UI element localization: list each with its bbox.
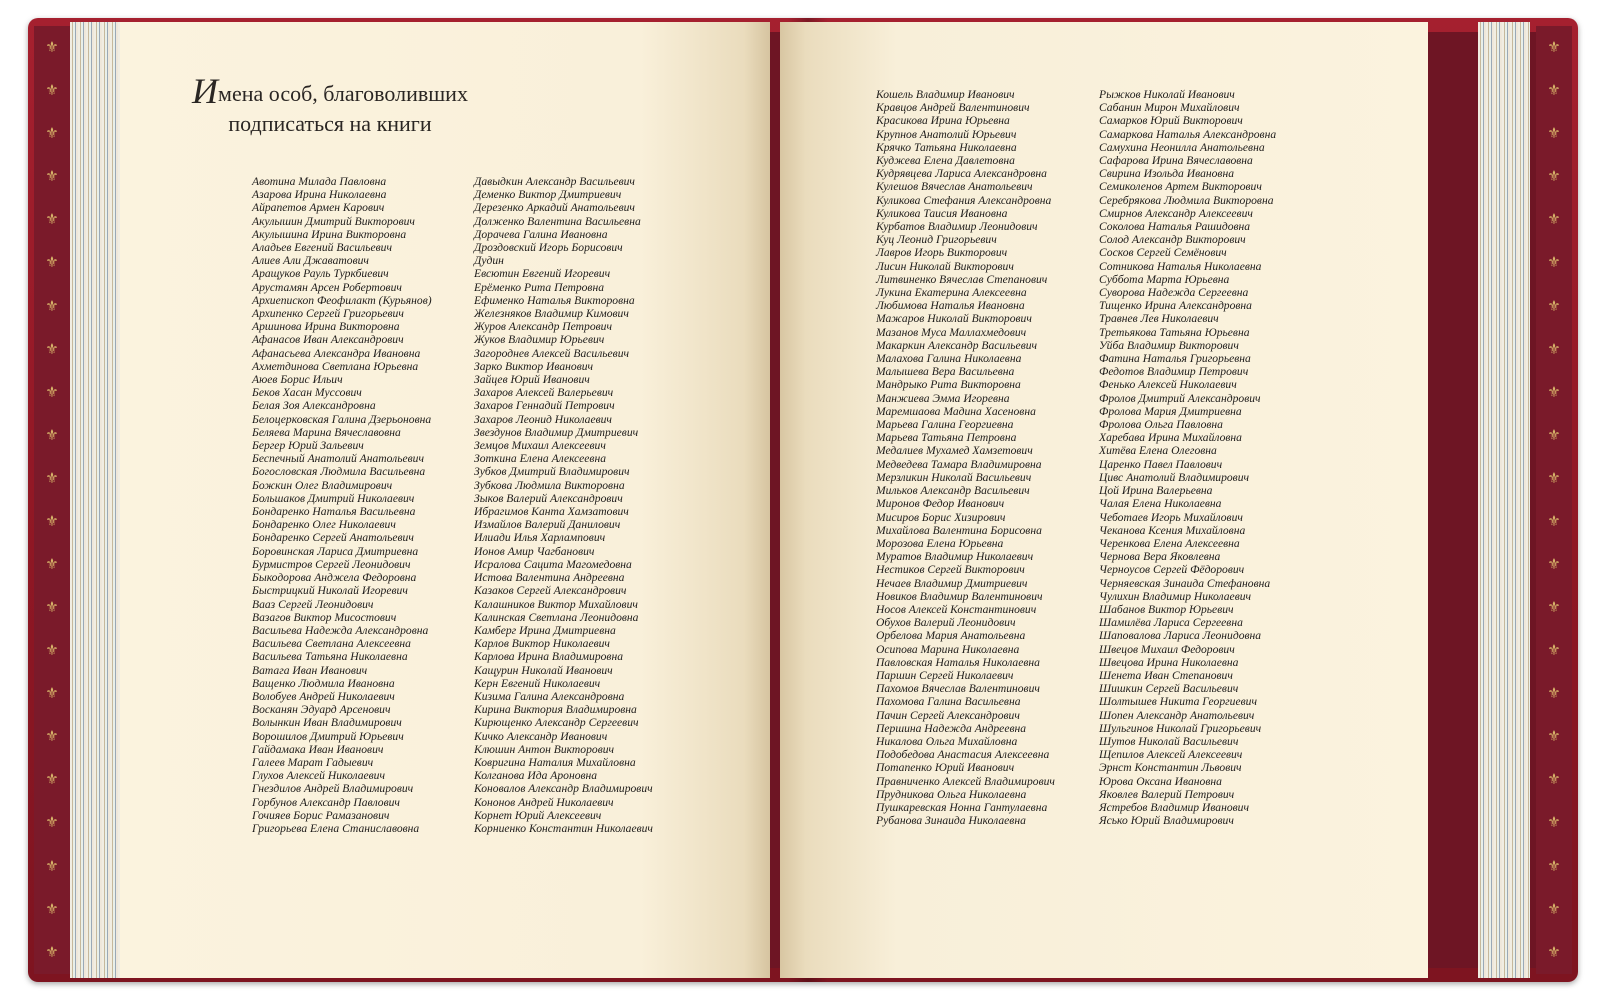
subscriber-name: Муратов Владимир Николаевич bbox=[876, 550, 1034, 564]
fleur-de-lis-icon: ⚜ bbox=[1547, 813, 1561, 832]
subscriber-name: Алиев Али Джаватович bbox=[252, 254, 369, 268]
title-initial: И bbox=[192, 71, 219, 111]
subscriber-name: Швецов Михаил Федорович bbox=[1099, 642, 1235, 656]
subscriber-name: Азарова Ирина Николаевна bbox=[252, 188, 387, 202]
subscriber-name: Куликова Таисия Ивановна bbox=[876, 206, 1008, 220]
subscriber-name: Смирнов Александр Алексеевич bbox=[1099, 206, 1253, 220]
subscriber-name: Волобуев Андрей Николаевич bbox=[252, 689, 395, 703]
subscriber-name: Измайлов Валерий Данилович bbox=[474, 518, 621, 532]
fleur-de-lis-icon: ⚜ bbox=[1547, 641, 1561, 660]
subscriber-name: Большаков Дмитрий Николаевич bbox=[252, 491, 415, 505]
subscriber-name: Кошель Владимир Иванович bbox=[876, 88, 1015, 101]
subscriber-name: Рыжков Николай Иванович bbox=[1099, 88, 1235, 101]
fleur-de-lis-icon: ⚜ bbox=[45, 727, 59, 746]
subscriber-name: Зарко Виктор Иванович bbox=[474, 359, 594, 373]
fleur-de-lis-icon: ⚜ bbox=[45, 425, 59, 444]
subscriber-name: Фенько Алексей Николаевич bbox=[1099, 378, 1237, 392]
fleur-de-lis-icon: ⚜ bbox=[45, 554, 59, 573]
subscriber-name: Самухина Неонилла Анатольевна bbox=[1099, 140, 1265, 154]
subscriber-name: Восканян Эдуард Арсенович bbox=[252, 703, 391, 717]
subscriber-name: Аршинова Ирина Викторовна bbox=[252, 320, 400, 334]
subscriber-name: Носов Алексей Константинович bbox=[876, 602, 1037, 616]
subscriber-name: Морозова Елена Юрьевна bbox=[876, 536, 1004, 550]
fleur-de-lis-icon: ⚜ bbox=[45, 210, 59, 229]
fleur-de-lis-icon: ⚜ bbox=[1547, 468, 1561, 487]
subscriber-name: Мисиров Борис Хизирович bbox=[876, 510, 1006, 524]
fleur-de-lis-icon: ⚜ bbox=[1547, 210, 1561, 229]
subscriber-name: Шамилёва Лариса Сергеевна bbox=[1099, 616, 1243, 630]
subscriber-name: Медведева Тамара Владимировна bbox=[876, 457, 1042, 471]
subscriber-name: Мажаров Николай Викторович bbox=[876, 312, 1032, 326]
subscriber-name: Мандрыко Рита Викторовна bbox=[876, 378, 1021, 392]
subscriber-name: Ибрагимов Канта Хамзатович bbox=[474, 505, 629, 519]
fleur-de-lis-icon: ⚜ bbox=[45, 81, 59, 100]
fleur-de-lis-icon: ⚜ bbox=[1547, 684, 1561, 703]
fleur-de-lis-icon: ⚜ bbox=[1547, 382, 1561, 401]
subscriber-name: Белая Зоя Александровна bbox=[252, 399, 376, 413]
names-column-2 bbox=[474, 175, 653, 835]
subscriber-name: Калашников Виктор Михайлович bbox=[474, 597, 638, 611]
fleur-de-lis-icon: ⚜ bbox=[1547, 511, 1561, 530]
subscriber-name: Пахомова Галина Васильевна bbox=[876, 695, 1021, 709]
subscriber-name: Кравцов Андрей Валентинович bbox=[876, 101, 1030, 115]
subscriber-name: Ватага Иван Иванович bbox=[252, 663, 368, 677]
subscriber-name: Бондаренко Наталья Васильевна bbox=[252, 505, 416, 519]
subscriber-name: Гайдамака Иван Иванович bbox=[252, 742, 384, 756]
subscriber-name: Давыдкин Александр Васильевич bbox=[474, 175, 635, 188]
subscriber-name: Зайцев Юрий Иванович bbox=[474, 373, 590, 387]
fleur-de-lis-icon: ⚜ bbox=[1547, 899, 1561, 918]
fleur-de-lis-icon: ⚜ bbox=[45, 468, 59, 487]
subscriber-name: Свирина Изольда Ивановна bbox=[1099, 167, 1234, 181]
fleur-de-lis-icon: ⚜ bbox=[1547, 770, 1561, 789]
subscriber-name: Кудрявцева Лариса Александровна bbox=[876, 167, 1047, 181]
subscriber-name: Беляева Марина Вячеславовна bbox=[252, 425, 401, 439]
subscriber-name: Карлова Ирина Владимировна bbox=[474, 650, 624, 664]
subscriber-name: Евсютин Евгений Игоревич bbox=[474, 267, 611, 281]
subscriber-name: Васильева Светлана Алексеевна bbox=[252, 637, 411, 651]
subscriber-name: Прудникова Ольга Николаевна bbox=[876, 787, 1027, 801]
subscriber-name: Авотина Милада Павловна bbox=[252, 175, 387, 188]
subscriber-name: Чеботаев Игорь Михайлович bbox=[1099, 510, 1243, 524]
subscriber-name: Журов Александр Петрович bbox=[474, 320, 612, 334]
subscriber-name: Фатина Наталья Григорьевна bbox=[1099, 352, 1251, 366]
subscriber-name: Подобедова Анастасия Алексеевна bbox=[876, 748, 1050, 762]
fleur-de-lis-icon: ⚜ bbox=[1547, 124, 1561, 143]
subscriber-name: Григорьева Елена Станиславовна bbox=[252, 821, 420, 835]
subscriber-name: Любимова Наталья Ивановна bbox=[876, 299, 1025, 313]
subscriber-name: Исралова Сацита Магомедовна bbox=[474, 557, 632, 571]
subscriber-name: Ястребов Владимир Иванович bbox=[1099, 800, 1249, 814]
subscriber-name: Хитёва Елена Олеговна bbox=[1099, 444, 1217, 458]
subscriber-name: Быкодорова Анджела Федоровна bbox=[252, 571, 417, 585]
fleur-de-lis-icon: ⚜ bbox=[45, 641, 59, 660]
subscriber-name: Шутов Николай Васильевич bbox=[1099, 734, 1239, 748]
subscriber-name: Третьякова Татьяна Юрьевна bbox=[1099, 325, 1250, 339]
subscriber-name: Ясько Юрий Владимирович bbox=[1099, 814, 1234, 828]
subscriber-name: Швецова Ирина Николаевна bbox=[1099, 655, 1239, 669]
subscriber-name: Красикова Ирина Юрьевна bbox=[876, 114, 1010, 128]
subscriber-name: Кирющенко Александр Сергеевич bbox=[474, 716, 639, 730]
subscriber-name: Дудин bbox=[474, 254, 504, 268]
subscriber-name: Захаров Алексей Валерьевич bbox=[474, 386, 614, 400]
subscriber-name: Сотникова Наталья Николаевна bbox=[1099, 259, 1262, 273]
fleur-de-lis-icon: ⚜ bbox=[1547, 554, 1561, 573]
title-line1: мена особ, благоволивших bbox=[218, 81, 468, 106]
fleur-de-lis-icon: ⚜ bbox=[1547, 942, 1561, 961]
subscriber-name: Юрова Оксана Ивановна bbox=[1099, 774, 1222, 788]
subscriber-name: Божкин Олег Владимирович bbox=[252, 478, 393, 492]
subscriber-name: Истова Валентина Андреевна bbox=[474, 571, 625, 585]
subscriber-name: Уйба Владимир Викторович bbox=[1099, 338, 1239, 352]
subscriber-name: Малышева Вера Васильевна bbox=[876, 365, 1015, 379]
subscriber-name: Кащурин Николай Иванович bbox=[474, 663, 613, 677]
subscriber-name: Ерёменко Рита Петровна bbox=[474, 280, 604, 294]
subscriber-name: Акулышин Дмитрий Викторович bbox=[252, 214, 415, 228]
fleur-de-lis-icon: ⚜ bbox=[1547, 727, 1561, 746]
subscriber-name: Макаркин Александр Васильевич bbox=[876, 338, 1038, 352]
subscriber-name: Шаповалова Лариса Леонидовна bbox=[1099, 629, 1262, 643]
title-line2: подписаться на книги bbox=[228, 111, 432, 136]
subscriber-name: Звездунов Владимир Дмитриевич bbox=[474, 425, 639, 439]
subscriber-name: Шульгинов Николай Григорьевич bbox=[1099, 721, 1262, 735]
subscriber-name: Ефименко Наталья Викторовна bbox=[474, 293, 635, 307]
subscriber-name: Долженко Валентина Васильевна bbox=[474, 214, 641, 228]
subscriber-name: Орбелова Мария Анатольевна bbox=[876, 629, 1026, 643]
subscriber-name: Калинская Светлана Леонидовна bbox=[474, 610, 639, 624]
subscriber-name: Фролов Дмитрий Александрович bbox=[1099, 391, 1261, 405]
subscriber-name: Федотов Владимир Петрович bbox=[1099, 365, 1249, 379]
subscriber-name: Ковригина Наталия Михайловна bbox=[474, 755, 636, 769]
subscriber-name: Кононов Андрей Николаевич bbox=[474, 795, 614, 809]
subscriber-name: Обухов Валерий Леонидович bbox=[876, 616, 1016, 630]
subscriber-name: Кулешов Вячеслав Анатольевич bbox=[876, 180, 1033, 194]
subscriber-name: Захаров Геннадий Петрович bbox=[474, 399, 615, 413]
subscriber-name: Ващенко Людмила Ивановна bbox=[252, 676, 395, 690]
subscriber-name: Боровинская Лариса Дмитриевна bbox=[252, 544, 419, 558]
subscriber-name: Яковлев Валерий Петрович bbox=[1099, 787, 1235, 801]
subscriber-name: Белоцерковская Галина Дзерьоновна bbox=[252, 412, 432, 426]
subscriber-name: Коновалов Александр Владимирович bbox=[474, 782, 653, 796]
subscriber-name: Чернова Вера Яковлевна bbox=[1099, 550, 1221, 564]
fleur-de-lis-icon: ⚜ bbox=[45, 38, 59, 57]
subscriber-name: Пачин Сергей Александрович bbox=[876, 708, 1020, 722]
subscriber-name: Глухов Алексей Николаевич bbox=[252, 769, 386, 783]
subscriber-name: Бурмистров Сергей Леонидович bbox=[252, 557, 411, 571]
subscriber-name: Керн Евгений Николаевич bbox=[474, 676, 601, 690]
fleur-de-lis-icon: ⚜ bbox=[1547, 598, 1561, 617]
names-column-3 bbox=[876, 88, 1055, 827]
subscriber-name: Железняков Владимир Кимович bbox=[474, 307, 629, 321]
subscriber-name: Кирина Виктория Владимировна bbox=[474, 703, 637, 717]
subscriber-name: Беспечный Анатолий Анатольевич bbox=[252, 452, 425, 466]
subscriber-name: Кизима Галина Александровна bbox=[474, 689, 625, 703]
subscriber-name: Колганова Ида Ароновна bbox=[474, 769, 598, 783]
subscriber-name: Корниенко Константин Николаевич bbox=[474, 821, 653, 835]
page-title bbox=[160, 71, 500, 139]
subscriber-name: Бергер Юрий Зальевич bbox=[252, 439, 364, 453]
subscriber-name: Архипенко Сергей Григорьевич bbox=[252, 307, 404, 321]
fleur-de-lis-icon: ⚜ bbox=[1547, 81, 1561, 100]
subscriber-name: Чеканова Ксения Михайловна bbox=[1099, 523, 1246, 537]
subscriber-name: Арустамян Арсен Робертович bbox=[252, 280, 402, 294]
subscriber-name: Миронов Федор Иванович bbox=[876, 497, 1005, 511]
subscriber-name: Шенета Иван Степанович bbox=[1099, 668, 1233, 682]
subscriber-name: Солод Александр Викторович bbox=[1099, 233, 1246, 247]
subscriber-name: Харебава Ирина Михайловна bbox=[1099, 431, 1242, 445]
subscriber-name: Илиади Илья Харлампович bbox=[474, 531, 606, 545]
subscriber-name: Васильева Надежда Александровна bbox=[252, 623, 429, 637]
subscriber-name: Михайлова Валентина Борисовна bbox=[876, 523, 1042, 537]
subscriber-name: Земцов Михаил Алексеевич bbox=[474, 439, 606, 453]
subscriber-name: Богословская Людмила Васильевна bbox=[252, 465, 426, 479]
subscriber-name: Бондаренко Олег Николаевич bbox=[252, 518, 396, 532]
subscriber-name: Беков Хасан Муссович bbox=[252, 386, 362, 400]
subscriber-name: Лавров Игорь Викторович bbox=[876, 246, 1008, 260]
fleur-de-lis-icon: ⚜ bbox=[1547, 38, 1561, 57]
subscriber-name: Казаков Сергей Александрович bbox=[474, 584, 627, 598]
subscriber-name: Захаров Леонид Николаевич bbox=[474, 412, 612, 426]
subscriber-name: Суворова Надежда Сергеевна bbox=[1099, 286, 1249, 300]
subscriber-name: Маремшаова Мадина Хасеновна bbox=[876, 404, 1036, 418]
subscriber-name: Архиепископ Феофилакт (Курьянов) bbox=[252, 293, 432, 307]
fleur-de-lis-icon: ⚜ bbox=[45, 856, 59, 875]
page-edges-right bbox=[1478, 22, 1530, 978]
subscriber-name: Зыков Валерий Александрович bbox=[474, 491, 623, 505]
subscriber-name: Куц Леонид Григорьевич bbox=[876, 233, 997, 247]
subscriber-name: Цивс Анатолий Владимирович bbox=[1099, 470, 1250, 484]
subscriber-name: Бондаренко Сергей Анатольевич bbox=[252, 531, 414, 545]
subscriber-name: Фролова Ольга Павловна bbox=[1099, 418, 1223, 432]
fleur-de-lis-icon: ⚜ bbox=[45, 253, 59, 272]
subscriber-name: Серебрякова Людмила Викторовна bbox=[1099, 193, 1274, 207]
subscriber-name: Клюшин Антон Викторович bbox=[474, 742, 615, 756]
subscriber-name: Крупнов Анатолий Юрьевич bbox=[876, 127, 1017, 141]
subscriber-name: Черняевская Зинаида Стефановна bbox=[1099, 576, 1271, 590]
subscriber-name: Акулышина Ирина Викторовна bbox=[252, 227, 407, 241]
subscriber-name: Потапенко Юрий Иванович bbox=[876, 761, 1015, 775]
fleur-de-lis-icon: ⚜ bbox=[45, 124, 59, 143]
subscriber-name: Корнет Юрий Алексеевич bbox=[474, 808, 602, 822]
subscriber-name: Зубков Дмитрий Владимирович bbox=[474, 465, 630, 479]
names-column-1 bbox=[252, 175, 432, 835]
ornament-strip-left bbox=[34, 26, 70, 974]
subscriber-name: Марьева Татьяна Петровна bbox=[876, 431, 1017, 445]
fleur-de-lis-icon: ⚜ bbox=[1547, 296, 1561, 315]
subscriber-name: Паршин Сергей Николаевич bbox=[876, 668, 1014, 682]
subscriber-name: Литвиненко Вячеслав Степанович bbox=[876, 272, 1048, 286]
subscriber-name: Тищенко Ирина Александровна bbox=[1099, 299, 1252, 313]
subscriber-name: Загороднев Алексей Васильевич bbox=[474, 346, 630, 360]
subscriber-name: Царенко Павел Павлович bbox=[1099, 457, 1223, 471]
subscriber-name: Пушкаревская Нонна Гантулаевна bbox=[876, 800, 1048, 814]
subscriber-name: Мильков Александр Васильевич bbox=[876, 484, 1030, 498]
subscriber-name: Ахметдинова Светлана Юрьевна bbox=[252, 359, 419, 373]
subscriber-name: Сосков Сергей Семёнович bbox=[1099, 246, 1227, 260]
fleur-de-lis-icon: ⚜ bbox=[1547, 167, 1561, 186]
subscriber-name: Зубкова Людмила Викторовна bbox=[474, 478, 625, 492]
subscriber-name: Быстрицкий Николай Игоревич bbox=[252, 584, 408, 598]
subscriber-name: Васильева Татьяна Николаевна bbox=[252, 650, 408, 664]
subscriber-name: Афанасов Иван Александрович bbox=[252, 333, 404, 347]
subscriber-name: Марьева Галина Георгиевна bbox=[876, 418, 1014, 432]
ornament-strip-right bbox=[1536, 26, 1572, 974]
subscriber-name: Нечаев Владимир Дмитриевич bbox=[876, 576, 1028, 590]
subscriber-name: Аращуков Рауль Туркбиевич bbox=[252, 267, 389, 281]
fleur-de-lis-icon: ⚜ bbox=[1547, 339, 1561, 358]
subscriber-name: Аладьев Евгений Васильевич bbox=[252, 241, 392, 255]
subscriber-name: Эрнст Константин Львович bbox=[1099, 761, 1242, 775]
subscriber-name: Лисин Николай Викторович bbox=[876, 259, 1014, 273]
subscriber-name: Шопен Александр Анатольевич bbox=[1099, 708, 1255, 722]
fleur-de-lis-icon: ⚜ bbox=[45, 770, 59, 789]
fleur-de-lis-icon: ⚜ bbox=[1547, 425, 1561, 444]
fleur-de-lis-icon: ⚜ bbox=[45, 899, 59, 918]
fleur-de-lis-icon: ⚜ bbox=[45, 684, 59, 703]
subscriber-name: Осипова Марина Николаевна bbox=[876, 642, 1020, 656]
subscriber-name: Суббота Марта Юрьевна bbox=[1099, 272, 1230, 286]
fleur-de-lis-icon: ⚜ bbox=[1547, 856, 1561, 875]
subscriber-name: Мерзликин Николай Васильевич bbox=[876, 470, 1032, 484]
subscriber-name: Нестиков Сергей Викторович bbox=[876, 563, 1025, 577]
subscriber-name: Шабанов Виктор Юрьевич bbox=[1099, 602, 1234, 616]
subscriber-name: Афанасьева Александра Ивановна bbox=[252, 346, 421, 360]
subscriber-name: Медалиев Мухамед Хамзетович bbox=[876, 444, 1033, 458]
fleur-de-lis-icon: ⚜ bbox=[45, 813, 59, 832]
subscriber-name: Айрапетов Армен Карович bbox=[252, 201, 385, 215]
subscriber-name: Малахова Галина Николаевна bbox=[876, 352, 1022, 366]
subscriber-name: Вааз Сергей Леонидович bbox=[252, 597, 374, 611]
subscriber-name: Никалова Ольга Михайловна bbox=[876, 734, 1018, 748]
subscriber-name: Травнев Лев Николаевич bbox=[1099, 312, 1219, 326]
subscriber-name: Правниченко Алексей Владимирович bbox=[876, 774, 1055, 788]
subscriber-name: Фролова Мария Дмитриевна bbox=[1099, 404, 1242, 418]
subscriber-name: Курбатов Владимир Леонидович bbox=[876, 220, 1038, 234]
subscriber-name: Чалая Елена Николаевна bbox=[1099, 497, 1222, 511]
subscriber-name: Дорачева Галина Ивановна bbox=[474, 227, 608, 241]
subscriber-name: Сабанин Мирон Михайлович bbox=[1099, 101, 1240, 115]
fleur-de-lis-icon: ⚜ bbox=[45, 598, 59, 617]
subscriber-name: Гнездилов Андрей Владимирович bbox=[252, 782, 414, 796]
subscriber-name: Шолтышев Никита Георгиевич bbox=[1099, 695, 1257, 709]
fleur-de-lis-icon: ⚜ bbox=[45, 511, 59, 530]
subscriber-name: Пахомов Вячеслав Валентинович bbox=[876, 682, 1040, 696]
subscriber-name: Дроздовский Игорь Борисович bbox=[474, 241, 623, 255]
subscriber-name: Вазагов Виктор Мисостович bbox=[252, 610, 397, 624]
subscriber-name: Мазанов Муса Маллахмедович bbox=[876, 325, 1027, 339]
subscriber-name: Куджева Елена Давлетовна bbox=[876, 154, 1015, 168]
fleur-de-lis-icon: ⚜ bbox=[45, 339, 59, 358]
fleur-de-lis-icon: ⚜ bbox=[45, 382, 59, 401]
subscriber-name: Галеев Марат Гадыевич bbox=[252, 755, 374, 769]
subscriber-name: Деменко Виктор Дмитриевич bbox=[474, 188, 622, 202]
subscriber-name: Кичко Александр Иванович bbox=[474, 729, 608, 743]
subscriber-name: Карлов Виктор Николаевич bbox=[474, 637, 610, 651]
subscriber-name: Черенкова Елена Алексеевна bbox=[1099, 536, 1240, 550]
names-column-4 bbox=[1099, 88, 1276, 827]
subscriber-name: Камберг Ирина Дмитриевна bbox=[474, 623, 616, 637]
subscriber-name: Ворошилов Дмитрий Юрьевич bbox=[252, 729, 404, 743]
fleur-de-lis-icon: ⚜ bbox=[1547, 253, 1561, 272]
subscriber-name: Самарков Юрий Викторович bbox=[1099, 114, 1243, 128]
subscriber-name: Павловская Наталья Николаевна bbox=[876, 655, 1040, 669]
subscriber-name: Жуков Владимир Юрьевич bbox=[474, 333, 605, 347]
subscriber-name: Шишкин Сергей Васильевич bbox=[1099, 682, 1239, 696]
subscriber-name: Соколова Наталья Рашидовна bbox=[1099, 220, 1251, 234]
subscriber-name: Семиколенов Артем Викторович bbox=[1099, 180, 1262, 194]
subscriber-name: Лукина Екатерина Алексеевна bbox=[876, 286, 1027, 300]
subscriber-name: Сафарова Ирина Вячеславовна bbox=[1099, 154, 1253, 168]
subscriber-name: Волынкин Иван Владимирович bbox=[252, 716, 402, 730]
fleur-de-lis-icon: ⚜ bbox=[45, 167, 59, 186]
subscriber-name: Чулихин Владимир Николаевич bbox=[1099, 589, 1252, 603]
subscriber-name: Самаркова Наталья Александровна bbox=[1099, 127, 1277, 141]
left-page bbox=[120, 22, 770, 978]
subscriber-name: Аюев Борис Ильич bbox=[252, 373, 343, 387]
subscriber-name: Зоткина Елена Алексеевна bbox=[474, 452, 607, 466]
subscriber-name: Гочияев Борис Рамазанович bbox=[252, 808, 390, 822]
subscriber-name: Горбунов Александр Павлович bbox=[252, 795, 400, 809]
subscriber-name: Першина Надежда Андреевна bbox=[876, 721, 1027, 735]
subscriber-name: Манжиева Эмма Игоревна bbox=[876, 391, 1010, 405]
subscriber-name: Новиков Владимир Валентинович bbox=[876, 589, 1043, 603]
subscriber-name: Черноусов Сергей Фёдорович bbox=[1099, 563, 1245, 577]
fleur-de-lis-icon: ⚜ bbox=[45, 296, 59, 315]
subscriber-name: Куликова Стефания Александровна bbox=[876, 193, 1052, 207]
subscriber-name: Ионов Амир Чагбанович bbox=[474, 544, 595, 558]
subscriber-name: Рубанова Зинаида Николаевна bbox=[876, 814, 1026, 828]
fleur-de-lis-icon: ⚜ bbox=[45, 942, 59, 961]
subscriber-name: Цой Ирина Валерьевна bbox=[1099, 484, 1213, 498]
subscriber-name: Щепилов Алексей Алексеевич bbox=[1099, 748, 1243, 762]
subscriber-name: Крячко Татьяна Николаевна bbox=[876, 140, 1017, 154]
subscriber-name: Дерезенко Аркадий Анатольевич bbox=[474, 201, 635, 215]
page-edges-left bbox=[70, 22, 122, 978]
